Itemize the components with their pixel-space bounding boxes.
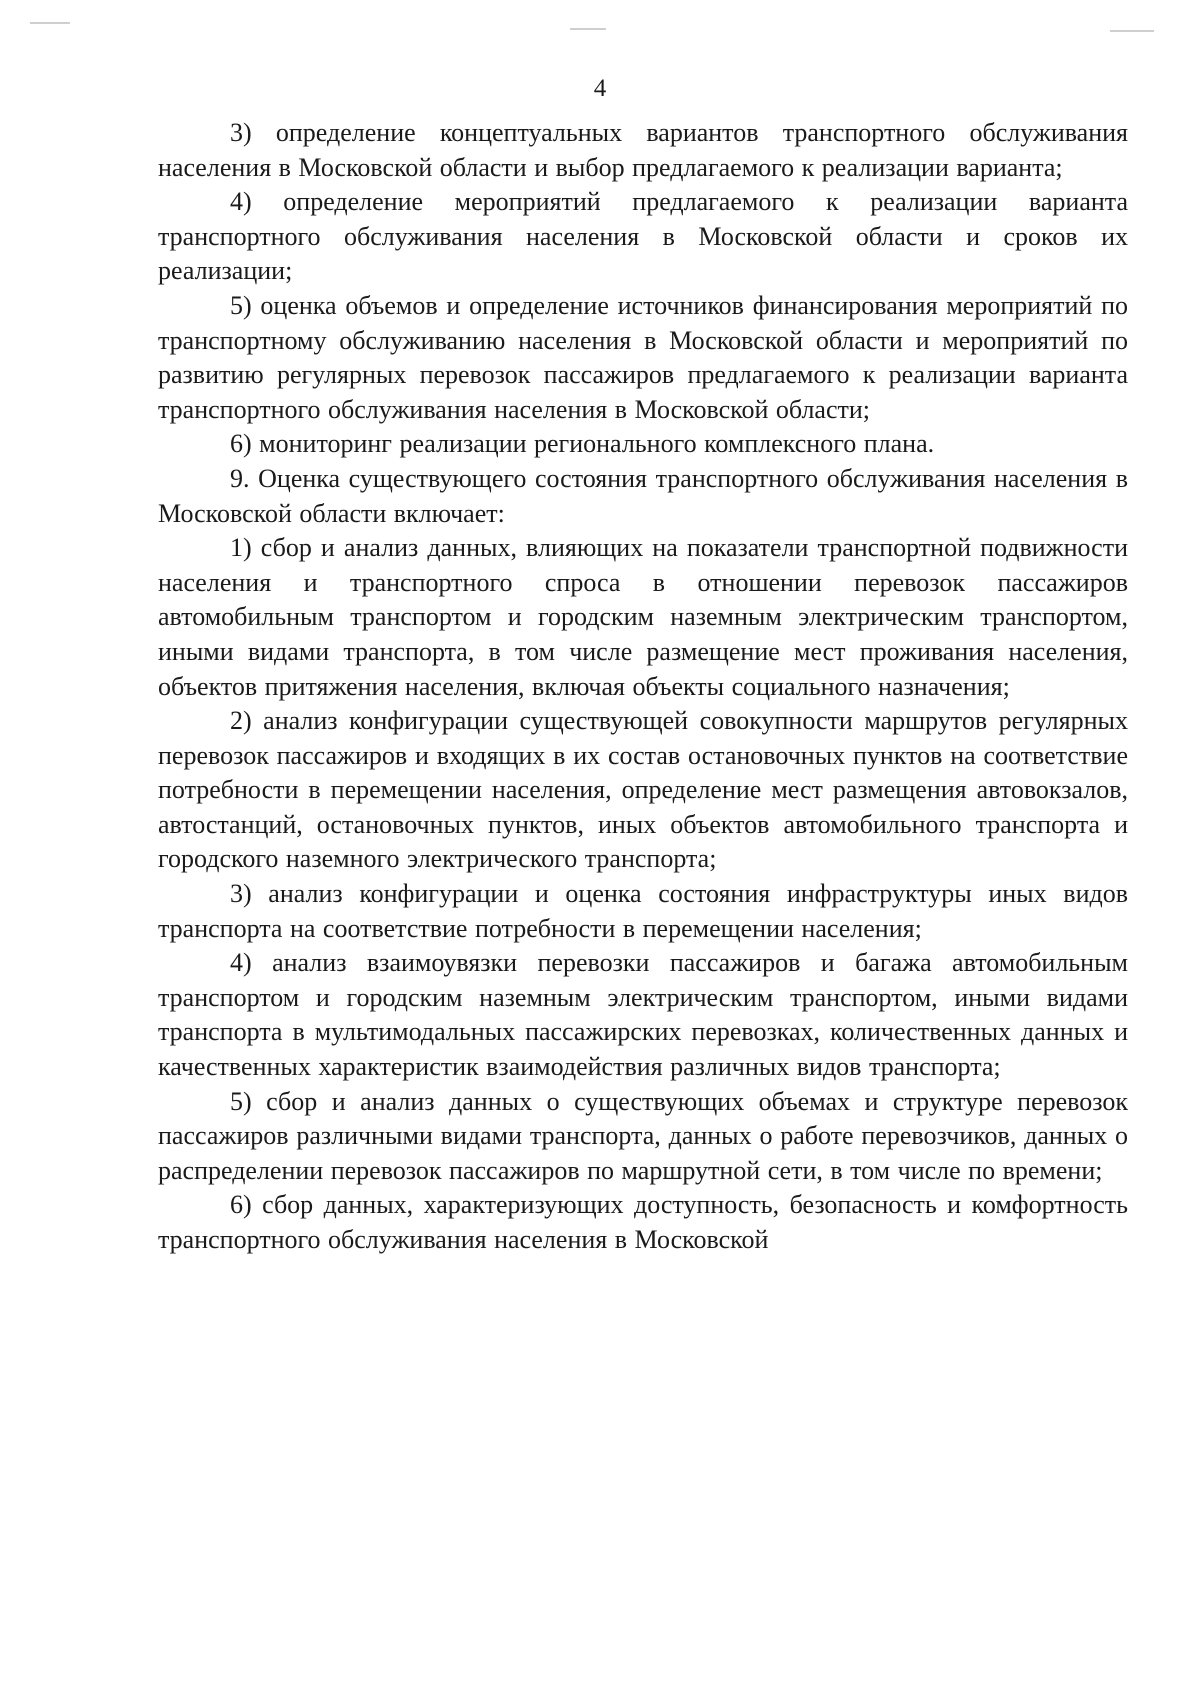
scan-artifact (30, 22, 70, 24)
paragraph-3-infrastructure: 3) анализ конфигурации и оценка состояния инфраструктуры иных видов транспорта на соответствие потребности в перемещении населения; (158, 879, 1128, 943)
paragraph-4-measures: 4) определение мероприятий предлагаемого к реализации варианта транспортного обслуживания населения в Московской области и сроков их реализации; (158, 187, 1128, 286)
paragraph-2-route-analysis: 2) анализ конфигурации существующей совокупности маршрутов регулярных перевозок пассажиров и входящих в их состав остановочных пунктов на соответствие потребности в перемещении населения, определение мест размещения автовокзалов, автостанций, остановочных пунктов, иных объектов автомобильного транспорта и городского наземного электрического транспорта; (158, 706, 1128, 874)
scan-artifact (1110, 30, 1154, 32)
document-body (158, 116, 1128, 1258)
paragraph-5-financing: 5) оценка объемов и определение источников финансирования мероприятий по транспортному обслуживанию населения в Московской области и мероприятий по развитию регулярных перевозок пассажиров предлагаемого к реализации варианта транспортного обслуживания населения в Московской области; (158, 290, 1128, 424)
paragraph-4-interconnection: 4) анализ взаимоувязки перевозки пассажиров и багажа автомобильным транспортом и городским наземным электрическим транспортом, иными видами транспорта в мультимодальных пассажирских перевозках, количественных данных и качественных характеристик взаимодействия различных видов транспорта; (158, 948, 1128, 1082)
page-number: 4 (593, 75, 607, 102)
paragraph-5-volumes: 5) сбор и анализ данных о существующих объемах и структуре перевозок пассажиров различными видами транспорта, данных о работе перевозчиков, данных о распределении перевозок пассажиров по маршрутной сети, в том числе по времени; (158, 1086, 1128, 1185)
scan-artifact (570, 28, 606, 30)
paragraph-9-assessment: 9. Оценка существующего состояния транспортного обслуживания населения в Московской области включает: (158, 463, 1128, 528)
paragraph-6-monitoring: 6) мониторинг реализации регионального комплексного плана. (230, 429, 935, 459)
paragraph-1-data-collection: 1) сбор и анализ данных, влияющих на показатели транспортной подвижности населения и транспортного спроса в отношении перевозок пассажиров автомобильным транспортом и городским наземным электрическим транспортом, иными видами транспорта, в том числе размещение мест проживания населения, объектов притяжения населения, включая объекты социального назначения; (158, 533, 1128, 701)
paragraph-6-accessibility: 6) сбор данных, характеризующих доступность, безопасность и комфортность транспортного обслуживания населения в Московской (158, 1190, 1128, 1254)
paragraph-3-variants: 3) определение концептуальных вариантов транспортного обслуживания населения в Московской области и выбор предлагаемого к реализации варианта; (158, 118, 1128, 182)
